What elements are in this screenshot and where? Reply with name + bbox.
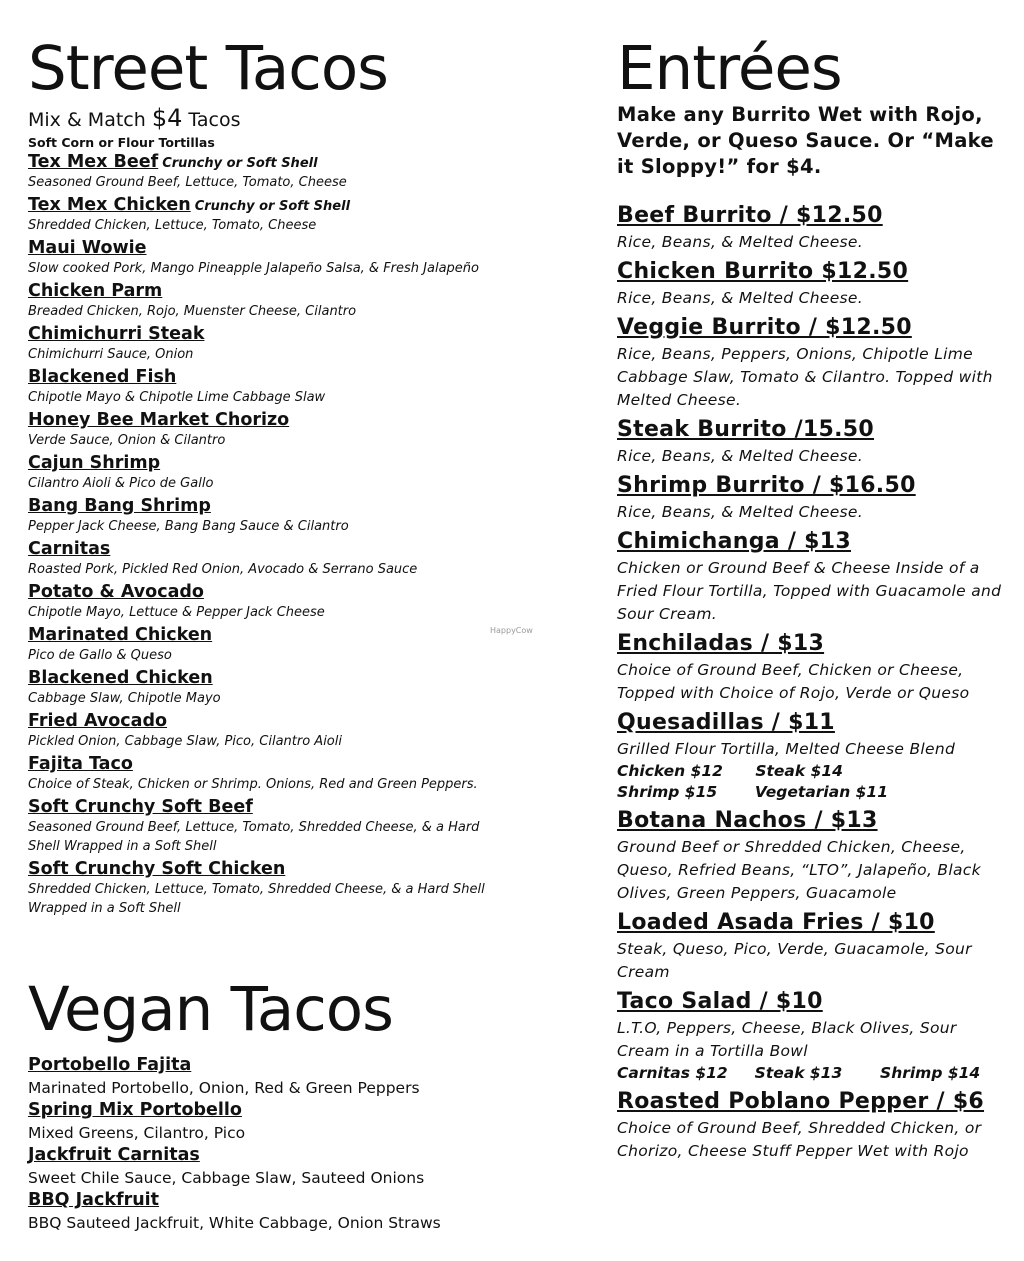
taco-heading: [28, 152, 508, 173]
entree-name: Chicken Burrito $12.50: [617, 259, 909, 284]
taco-heading: [28, 238, 508, 259]
entree-item: [617, 470, 1012, 524]
taco-heading: [28, 668, 508, 689]
entree-list: [617, 200, 1012, 1165]
taco-shell-note: Crunchy or Soft Shell: [194, 199, 351, 214]
entree-name: Botana Nachos / $13: [617, 808, 878, 833]
taco-heading: [28, 539, 508, 560]
entree-description: Choice of Ground Beef, Chicken or Cheese, Topped with Choice of Rojo, Verde or Queso: [617, 661, 970, 702]
taco-heading: [28, 797, 508, 818]
taco-name: Honey Bee Market Chorizo: [28, 410, 290, 430]
entree-item: [617, 707, 1012, 803]
taco-description: Verde Sauce, Onion & Cilantro: [28, 433, 226, 448]
entree-description: Rice, Beans, & Melted Cheese.: [617, 503, 863, 521]
taco-name: Tex Mex Beef: [28, 152, 159, 172]
taco-heading: [28, 324, 508, 345]
vegan-name: Jackfruit Carnitas: [28, 1145, 200, 1165]
vegan-taco-list: [28, 1054, 498, 1234]
entree-name: Steak Burrito /15.50: [617, 417, 875, 442]
taco-item: [28, 410, 508, 450]
taco-description: Chimichurri Sauce, Onion: [28, 347, 194, 362]
vegan-description: Marinated Portobello, Onion, Red & Green Peppers: [28, 1079, 420, 1097]
taco-item: [28, 859, 508, 918]
entree-item: [617, 986, 1012, 1084]
entree-name: Beef Burrito / $12.50: [617, 203, 883, 228]
street-tacos-title: Street Tacos: [28, 33, 388, 104]
taco-description: Chipotle Mayo, Lettuce & Pepper Jack Cheese: [28, 605, 325, 620]
taco-heading: [28, 859, 508, 880]
entree-name: Veggie Burrito / $12.50: [617, 315, 912, 340]
taco-item: [28, 496, 508, 536]
taco-description: Choice of Steak, Chicken or Shrimp. Onions, Red and Green Peppers.: [28, 777, 478, 792]
taco-item: [28, 754, 508, 794]
taco-description: Shredded Chicken, Lettuce, Tomato, Shredded Cheese, & a Hard Shell Wrapped in a Soft Shell: [28, 882, 485, 916]
taco-name: Bang Bang Shrimp: [28, 496, 211, 516]
taco-shell-note: Crunchy or Soft Shell: [162, 156, 318, 171]
entree-description: Rice, Beans, & Melted Cheese.: [617, 289, 863, 307]
taco-name: Fajita Taco: [28, 754, 133, 774]
taco-name: Chicken Parm: [28, 281, 163, 301]
taco-item: [28, 539, 508, 579]
taco-description: Roasted Pork, Pickled Red Onion, Avocado & Serrano Sauce: [28, 562, 418, 577]
taco-heading: [28, 281, 508, 302]
vegan-name: Portobello Fajita: [28, 1055, 192, 1075]
taco-item: [28, 668, 508, 708]
taco-name: Potato & Avocado: [28, 582, 204, 602]
taco-name: Soft Crunchy Soft Chicken: [28, 859, 286, 879]
taco-heading: [28, 711, 508, 732]
entree-description: Grilled Flour Tortilla, Melted Cheese Blend: [617, 740, 956, 758]
entree-item: [617, 628, 1012, 705]
taco-heading: [28, 453, 508, 474]
taco-name: Tex Mex Chicken: [28, 195, 191, 215]
taco-heading: [28, 625, 508, 646]
taco-item: [28, 324, 508, 364]
taco-item: [28, 453, 508, 493]
entree-item: [617, 414, 1012, 468]
taco-item: [28, 281, 508, 321]
taco-item: [28, 152, 508, 192]
vegan-description: Mixed Greens, Cilantro, Pico: [28, 1124, 246, 1142]
entree-item: [617, 312, 1012, 412]
entree-price-options: Shrimp $15 Vegetarian $11: [617, 783, 888, 801]
taco-name: Fried Avocado: [28, 711, 168, 731]
taco-description: Seasoned Ground Beef, Lettuce, Tomato, Shredded Cheese, & a Hard Shell Wrapped in a Soft Shell: [28, 820, 480, 854]
taco-heading: [28, 582, 508, 603]
entree-item: [617, 805, 1012, 905]
entree-item: [617, 1086, 1012, 1163]
vegan-tacos-title: Vegan Tacos: [28, 974, 393, 1045]
vegan-name: BBQ Jackfruit: [28, 1190, 160, 1210]
entree-name: Taco Salad / $10: [617, 989, 823, 1014]
entree-price-options: Chicken $12 Steak $14: [617, 762, 843, 780]
taco-name: Blackened Fish: [28, 367, 177, 387]
taco-item: [28, 582, 508, 622]
vegan-item: [28, 1054, 498, 1099]
taco-item: [28, 238, 508, 278]
vegan-item: [28, 1144, 498, 1189]
entree-description: Chicken or Ground Beef & Cheese Inside of a Fried Flour Tortilla, Topped with Guacamole and Sour Cream.: [617, 559, 1002, 623]
entree-name: Loaded Asada Fries / $10: [617, 910, 935, 935]
mix-match-prefix: Mix & Match: [28, 109, 152, 131]
taco-description: Breaded Chicken, Rojo, Muenster Cheese, Cilantro: [28, 304, 357, 319]
entree-description: L.T.O, Peppers, Cheese, Black Olives, Sour Cream in a Tortilla Bowl: [617, 1019, 957, 1060]
taco-description: Shredded Chicken, Lettuce, Tomato, Cheese: [28, 218, 317, 233]
entree-name: Quesadillas / $11: [617, 710, 835, 735]
entree-item: [617, 907, 1012, 984]
taco-name: Carnitas: [28, 539, 111, 559]
entree-description: Rice, Beans, & Melted Cheese.: [617, 233, 863, 251]
taco-item: [28, 367, 508, 407]
mix-match-line: [28, 104, 241, 133]
taco-description: Pico de Gallo & Queso: [28, 648, 172, 663]
taco-description: Pepper Jack Cheese, Bang Bang Sauce & Cilantro: [28, 519, 349, 534]
mix-match-price: $4: [151, 104, 183, 132]
entrees-intro: Make any Burrito Wet with Rojo, Verde, or Queso Sauce. Or “Make it Sloppy!” for $4.: [617, 103, 994, 178]
entree-item: [617, 526, 1012, 626]
street-taco-list: [28, 152, 508, 921]
taco-heading: [28, 410, 508, 431]
taco-name: Cajun Shrimp: [28, 453, 161, 473]
watermark: HappyCow: [490, 626, 533, 635]
entree-description: Rice, Beans, Peppers, Onions, Chipotle Lime Cabbage Slaw, Tomato & Cilantro. Topped with Melted Cheese.: [617, 345, 993, 409]
mix-match-suffix: Tacos: [182, 109, 241, 131]
entree-description: Choice of Ground Beef, Shredded Chicken, or Chorizo, Cheese Stuff Pepper Wet with Rojo: [617, 1119, 982, 1160]
taco-name: Marinated Chicken: [28, 625, 213, 645]
taco-name: Blackened Chicken: [28, 668, 213, 688]
taco-name: Soft Crunchy Soft Beef: [28, 797, 253, 817]
vegan-description: Sweet Chile Sauce, Cabbage Slaw, Sauteed Onions: [28, 1169, 425, 1187]
taco-heading: [28, 195, 508, 216]
vegan-item: [28, 1099, 498, 1144]
entree-name: Roasted Poblano Pepper / $6: [617, 1089, 985, 1114]
entree-name: Chimichanga / $13: [617, 529, 851, 554]
entree-item: [617, 256, 1012, 310]
entree-description: Rice, Beans, & Melted Cheese.: [617, 447, 863, 465]
taco-description: Seasoned Ground Beef, Lettuce, Tomato, Cheese: [28, 175, 347, 190]
entree-item: [617, 200, 1012, 254]
taco-item: [28, 797, 508, 856]
vegan-description: BBQ Sauteed Jackfruit, White Cabbage, Onion Straws: [28, 1214, 441, 1232]
taco-heading: [28, 367, 508, 388]
taco-description: Cabbage Slaw, Chipotle Mayo: [28, 691, 221, 706]
entree-price-options: Carnitas $12 Steak $13 Shrimp $14: [617, 1064, 981, 1082]
taco-description: Chipotle Mayo & Chipotle Lime Cabbage Slaw: [28, 390, 326, 405]
tortilla-options: Soft Corn or Flour Tortillas: [28, 135, 215, 150]
taco-name: Chimichurri Steak: [28, 324, 205, 344]
entree-description: Ground Beef or Shredded Chicken, Cheese, Queso, Refried Beans, “LTO”, Jalapeño, Black Olives, Green Peppers, Guacamole: [617, 838, 981, 902]
entree-name: Enchiladas / $13: [617, 631, 825, 656]
taco-name: Maui Wowie: [28, 238, 147, 258]
taco-description: Cilantro Aioli & Pico de Gallo: [28, 476, 214, 491]
vegan-name: Spring Mix Portobello: [28, 1100, 242, 1120]
entree-name: Shrimp Burrito / $16.50: [617, 473, 916, 498]
entrees-title: Entrées: [617, 33, 842, 104]
vegan-item: [28, 1189, 498, 1234]
taco-heading: [28, 754, 508, 775]
taco-item: [28, 195, 508, 235]
taco-item: [28, 711, 508, 751]
taco-heading: [28, 496, 508, 517]
taco-description: Pickled Onion, Cabbage Slaw, Pico, Cilantro Aioli: [28, 734, 342, 749]
taco-item: [28, 625, 508, 665]
entree-description: Steak, Queso, Pico, Verde, Guacamole, Sour Cream: [617, 940, 972, 981]
taco-description: Slow cooked Pork, Mango Pineapple Jalapeño Salsa, & Fresh Jalapeño: [28, 261, 479, 276]
